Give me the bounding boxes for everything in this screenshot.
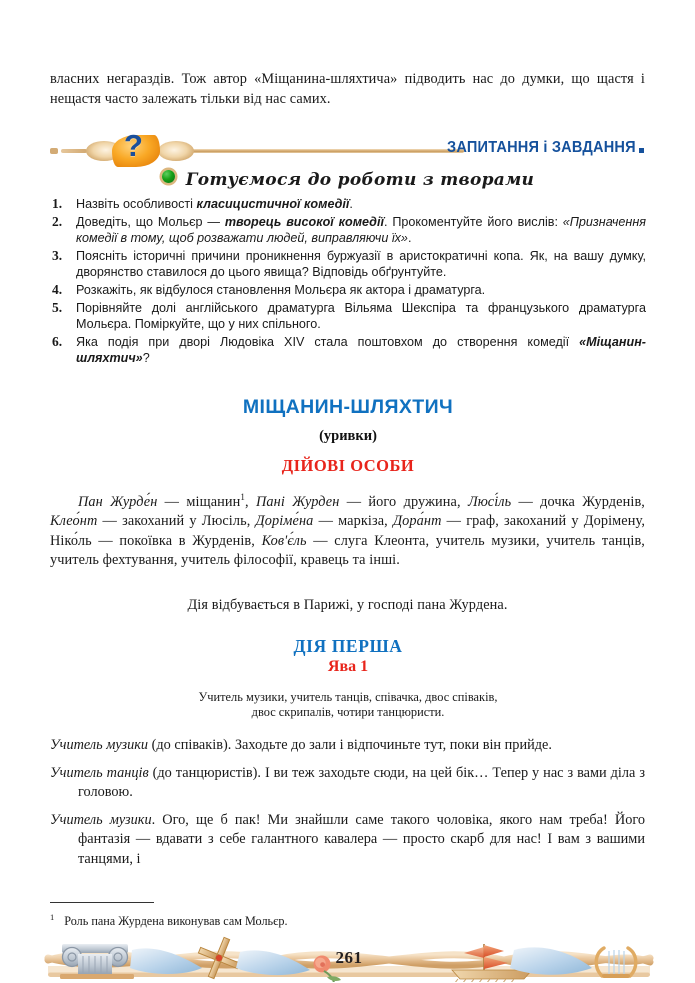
- work-subtitle: (уривки): [319, 428, 377, 444]
- question-number: 4.: [52, 281, 63, 297]
- question-text: [76, 283, 485, 297]
- text-run: Люсі́ль: [467, 493, 512, 510]
- text-run: — закоханий у Люсіль,: [97, 513, 256, 530]
- text-run: — його дружина,: [339, 493, 468, 510]
- intro-paragraph: власних негараздів. Тож автор «Міщанина-шляхтича» підводить нас до думки, що щастя і нещастя часто залежать тільки від нас самих.: [50, 71, 645, 107]
- question-item: [50, 334, 646, 367]
- text-run: творець високої комедії: [224, 214, 384, 229]
- footnote-separator: [50, 902, 154, 903]
- setting-note: Дія відбувається в Парижі, у господі пана Журдена.: [187, 597, 508, 613]
- text-run: Клео́нт: [50, 513, 98, 530]
- text-run: ,: [245, 493, 256, 510]
- dialogue-speaker: Учитель музики: [50, 737, 149, 753]
- ornament-tip-icon: [50, 148, 58, 154]
- page-number: 261: [335, 948, 363, 967]
- text-run: Дора́нт: [392, 513, 442, 530]
- title-end-dot-icon: [639, 148, 644, 153]
- dialogue-line: [50, 764, 645, 803]
- question-number: 5.: [52, 299, 63, 315]
- footnote-text: Роль пана Журдена виконував сам Мольєр.: [64, 914, 288, 929]
- footnote-marker: 1: [50, 912, 55, 922]
- question-text: [76, 197, 353, 211]
- text-run: Порівняйте долі англійського драматурга Вільяма Шекспіра та французького драматурга Мольєра. Поміркуйте, що у них спільного.: [76, 300, 646, 332]
- text-run: ?: [142, 351, 150, 366]
- question-text: [76, 301, 646, 332]
- subsection-label: Готуємося до роботи з творами: [185, 170, 535, 190]
- question-text: [76, 335, 646, 366]
- text-run: . Прокоментуйте його вислів:: [383, 214, 563, 229]
- stage-note-line-2: двос скрипалів, чотири танцюристи.: [251, 705, 445, 719]
- question-mark-icon: ?: [124, 128, 143, 163]
- dialogue-line: [50, 811, 645, 870]
- question-item: [50, 248, 646, 281]
- question-item: [50, 300, 646, 333]
- text-run: Пан Журде́н: [78, 493, 158, 510]
- text-run: «Міщанин-шляхтич»: [76, 334, 646, 366]
- text-run: 1: [240, 492, 246, 502]
- text-run: Назвіть особливості: [76, 197, 197, 211]
- dialogue-text: (до співаків). Заходьте до зали і відпочиньте тут, поки він прийде.: [148, 737, 552, 753]
- work-title: МІЩАНИН-ШЛЯХТИЧ: [242, 396, 454, 418]
- questions-header: [50, 128, 646, 167]
- question-number: 6.: [52, 333, 63, 349]
- question-item: [50, 196, 646, 213]
- footnote: [50, 910, 550, 929]
- dialogue-speaker: Учитель музики: [50, 811, 152, 828]
- question-text: [76, 249, 646, 280]
- text-run: — дочка Журденів,: [511, 493, 645, 510]
- green-bullet-icon: [162, 170, 175, 183]
- cast-list: [50, 488, 645, 571]
- question-text: [76, 215, 646, 246]
- text-run: «Призначення комедії в тому, щоб розважати людей, виправляючи їх»: [76, 214, 646, 246]
- text-run: .: [407, 231, 412, 246]
- text-run: — маркіза,: [313, 513, 393, 530]
- text-run: класицистичної комедії: [196, 197, 350, 211]
- subsection-heading: [50, 170, 646, 190]
- ornament-leaf-right-icon: [158, 141, 194, 161]
- text-run: — міщанин: [157, 493, 241, 510]
- stage-note-line-1: Учитель музики, учитель танців, співачка, двос співаків,: [198, 690, 498, 704]
- dialogue-line: [50, 736, 645, 756]
- question-item: [50, 214, 646, 247]
- act-title: ДІЯ ПЕРША: [293, 636, 403, 656]
- question-number: 1.: [52, 196, 63, 211]
- question-number: 2.: [52, 213, 63, 229]
- text-run: .: [349, 197, 353, 211]
- text-run: Яка подія при дворі Людовіка XIV стала поштовхом до створення комедії: [76, 334, 580, 349]
- dialogue-block: [50, 736, 645, 877]
- text-run: Ков'є́ль: [261, 532, 307, 549]
- stage-direction-note: [50, 690, 646, 720]
- dialogue-text: (до танцюристів). І ви теж заходьте сюди, на цей бік… Тепер у нас з вами діла з головою.: [78, 764, 645, 800]
- ornament-tip-bar-icon: [61, 149, 87, 153]
- question-item: [50, 282, 646, 299]
- text-run: Доведіть, що Мольєр —: [76, 214, 225, 229]
- text-run: Поясніть історичні причини проникнення буржуазії в аристократичні копа. Як, на вашу думку, дворянство ставилося до цього явища? Відповідь обґрунтуйте.: [76, 248, 646, 280]
- text-run: Розкажіть, як відбулося становлення Мольєра як актора і драматурга.: [76, 282, 486, 297]
- scene-title: Ява 1: [327, 658, 369, 675]
- dialogue-speaker: Учитель танців: [50, 764, 149, 781]
- text-run: Доріме́на: [255, 513, 314, 530]
- text-run: — граф, закоханий у Дорімену, Ніко́ль — покоївка в Журденів,: [50, 513, 645, 549]
- questions-section-title: ЗАПИТАННЯ і ЗАВДАННЯ: [447, 139, 636, 156]
- dialogue-text: . Ого, ще б пак! Ми знайшли саме такого чоловіка, якого нам треба! Його фантазія — вдавати з себе галантного кавалера — просто скарб для нас! І вам з вашими танцями, і: [78, 811, 645, 867]
- text-run: Пані Журден: [255, 493, 340, 510]
- question-number: 3.: [52, 247, 63, 263]
- text-run: — слуга Клеонта, учитель музики, учитель танців, учитель фехтування, учитель філософії, кравець та інші.: [50, 532, 645, 569]
- footer-decoration: [44, 936, 654, 982]
- question-list: [50, 196, 646, 368]
- dramatis-personae-title: ДІЙОВІ ОСОБИ: [281, 456, 415, 475]
